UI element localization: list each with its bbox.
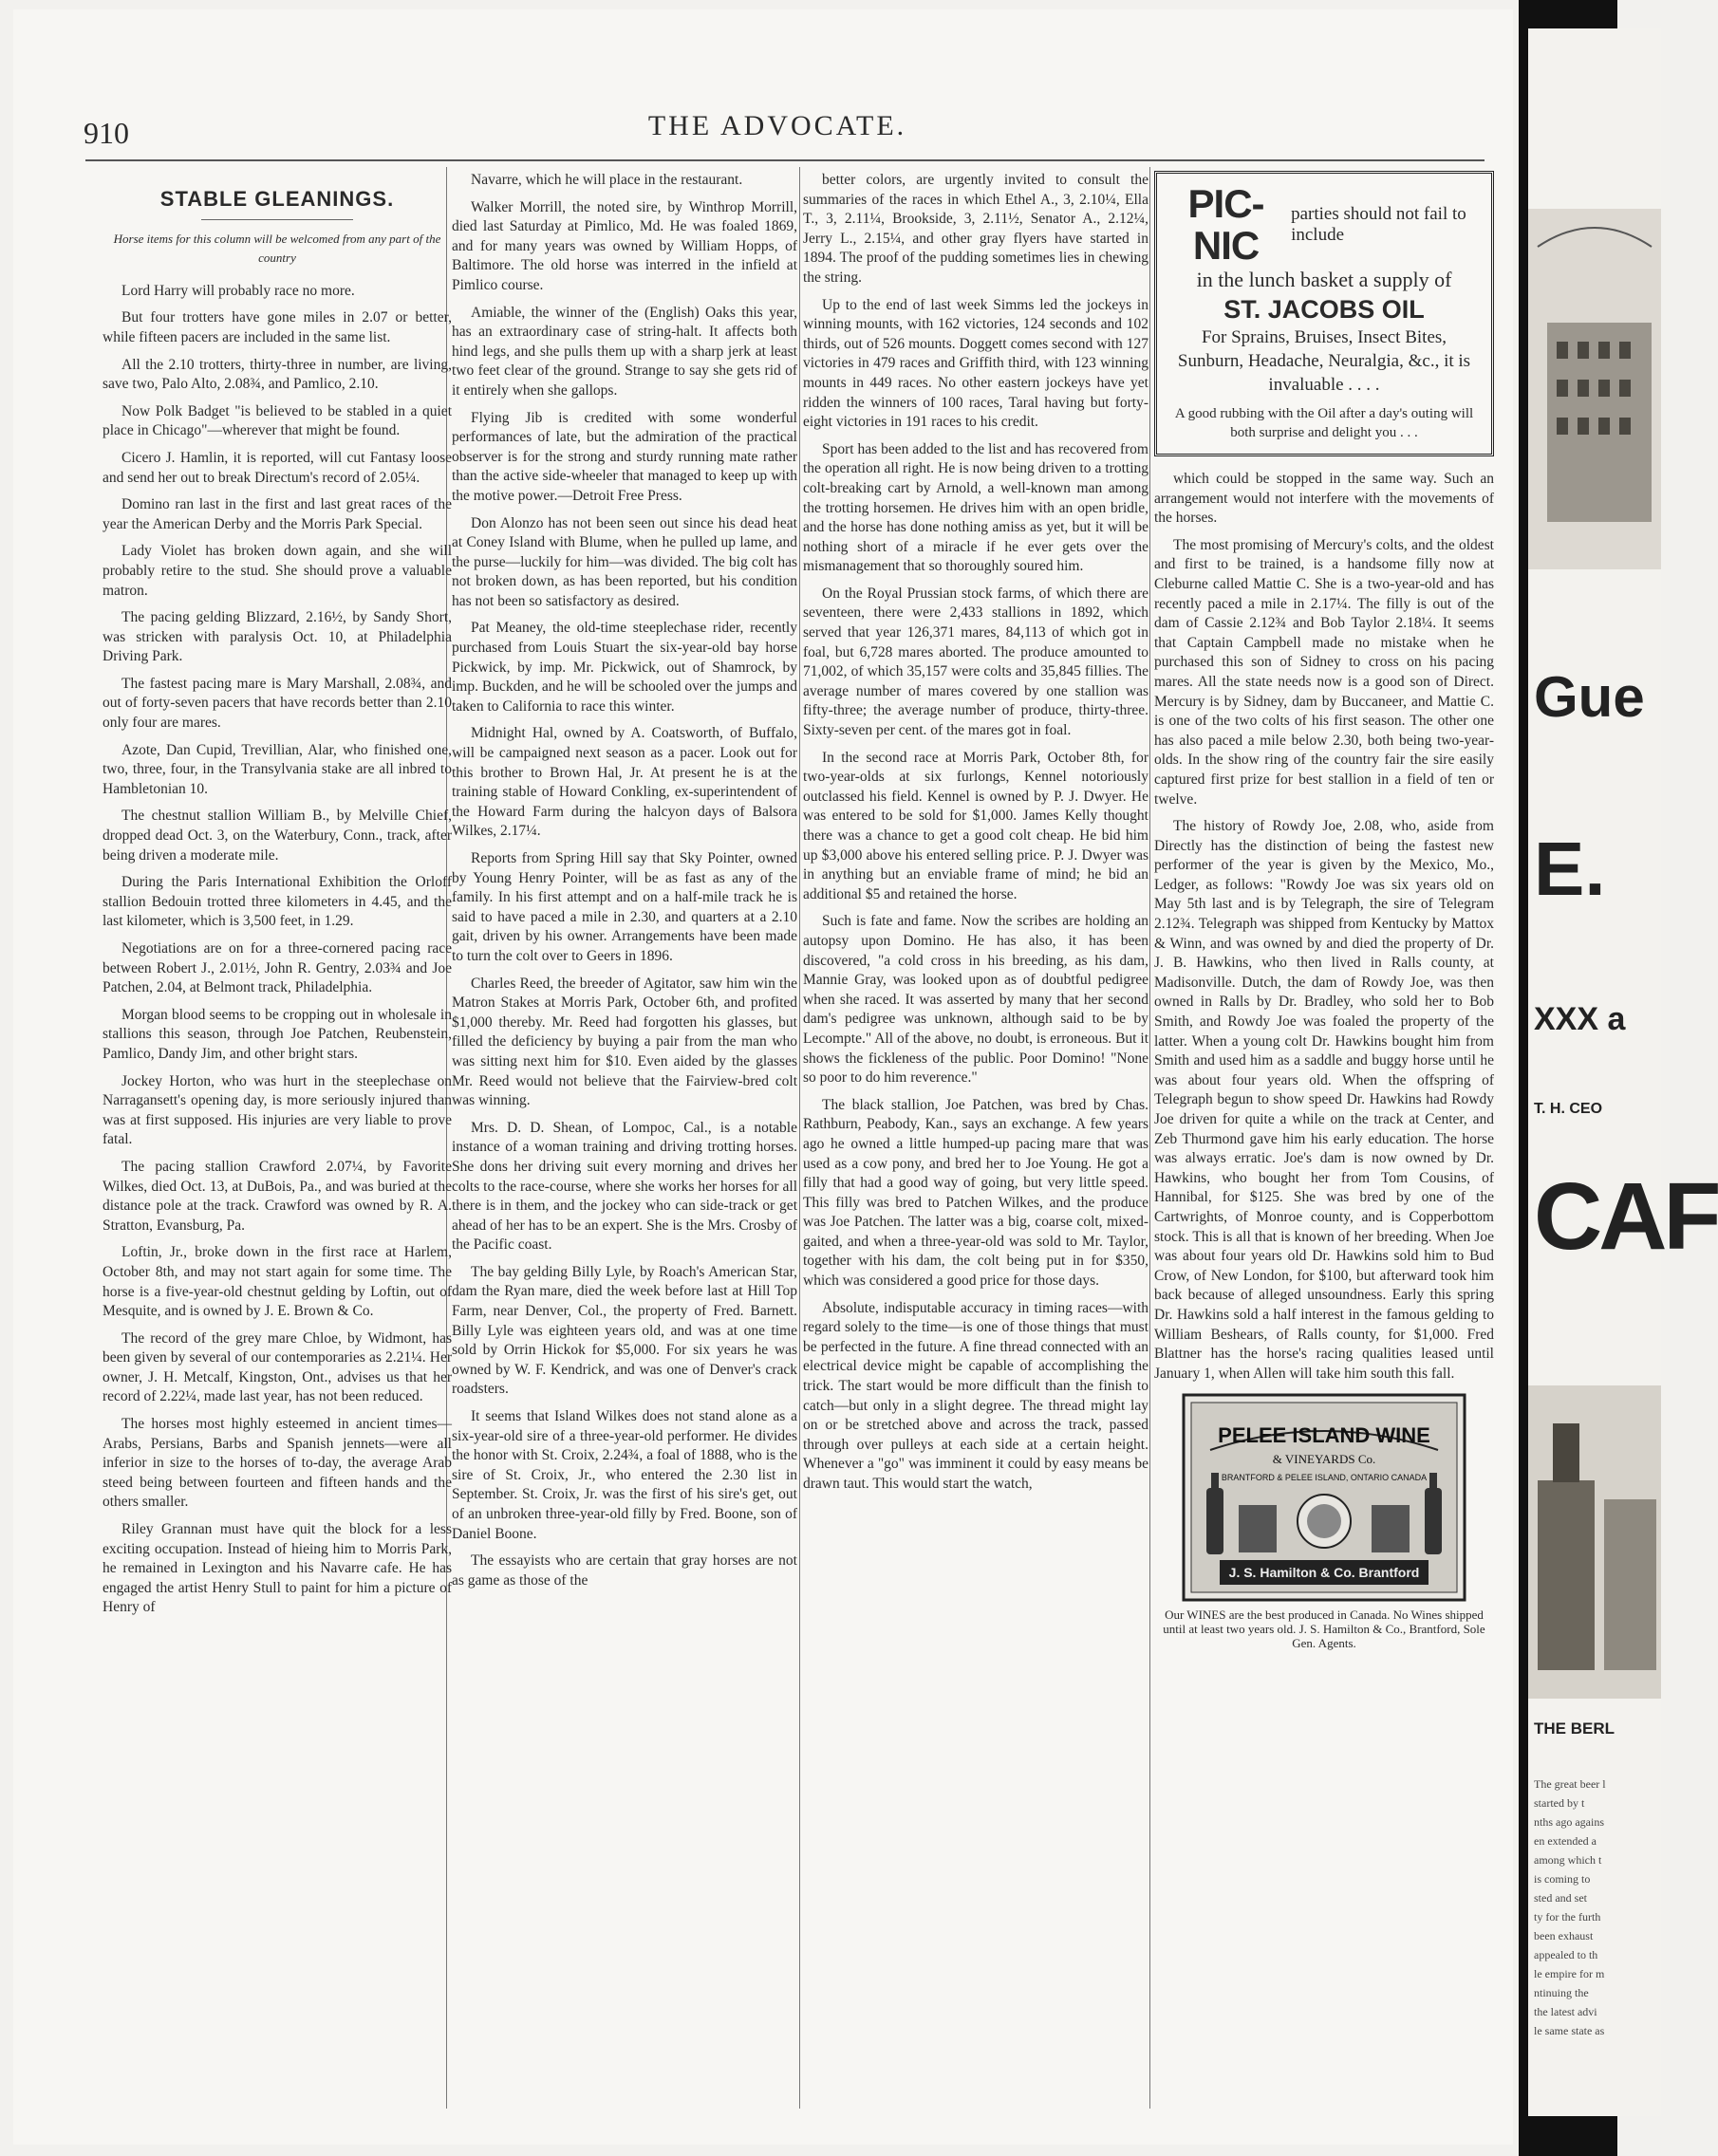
header-rule: [85, 159, 1485, 161]
article-paragraph: Lord Harry will probably race no more.: [121, 282, 355, 299]
adjacent-text-line: started by t: [1534, 1796, 1585, 1810]
column-1-paragraphs: [103, 282, 452, 1618]
adjacent-page-paper: [1528, 28, 1718, 2116]
column-1: [103, 171, 452, 2107]
article-paragraph: In the second race at Morris Park, October 8th, for two-year-olds at six furlongs, Kennel notoriously outclassed his field. Kennel is owned by P. J. Dwyer. He was entered to be sold for $1,000. James Kelly thought there was a chance to get a good colt cheap. He bid him up $3,000 above his entered selling price. P. J. Dwyer was in anything but an enviable frame of mind; he bid an additional $5 and retained the horse.: [803, 749, 1148, 902]
section-title: STABLE GLEANINGS.: [159, 187, 395, 211]
article-paragraph: Mrs. D. D. Shean, of Lompoc, Cal., is a notable instance of a woman training and driving trotting horses. She dons her driving suit every morning and drives her colts to the race-course, where she works her horses for all there is in them, and the jockey who can side-track or get ahead of her has to be an expert. She is the Mrs. Crosby of the Pacific coast.: [452, 1119, 797, 1254]
article-paragraph: Now Polk Badget "is believed to be stabled in a quiet place in Chicago"—wherever that might be found.: [103, 402, 452, 439]
building-engraving: [1528, 209, 1661, 569]
article-paragraph: better colors, are urgently invited to consult the summaries of the races in which Ethel A., 3, 2.10¼, Ella T., 3, 2.11¼, Brookside, 3, 2.11½, Senator A., 2.12¼, Jerry L., 2.15¼, and other gray flyers have started in 1894. The proof of the pudding sometimes lies in chewing the string.: [803, 172, 1148, 286]
adjacent-text-line: been exhaust: [1534, 1929, 1594, 1942]
column-3-paragraphs: [803, 171, 1148, 1495]
column-rule: [1149, 167, 1150, 2109]
wine-ad-location: BRANTFORD & PELEE ISLAND, ONTARIO CANADA: [1221, 1473, 1428, 1483]
adjacent-text-line: The great beer l: [1534, 1777, 1606, 1791]
section-note: Horse items for this column will be welcomed from any part of the country: [113, 231, 441, 266]
adjacent-text-line: ty for the furth: [1534, 1910, 1601, 1924]
article-paragraph: Flying Jib is credited with some wonderful performances of late, but the admiration of the practical observer is for the strong and sturdy running mate rather than the active side-wheeler that managed to keep up with the motive power.—Detroit Free Press.: [452, 409, 797, 504]
page-number: 910: [84, 116, 129, 150]
article-paragraph: It seems that Island Wilkes does not stand alone as a six-year-old sire of a three-year-old performer. He divides the honor with St. Croix, 2.24¾, a foal of 1888, who is the sire of St. Croix, Jr., who entered the 2.30 list in September. St. Croix, Jr. was the first of his sire's get, out of an unbroken three-year-old filly by Fred. Boone, son of Daniel Boone.: [452, 1408, 797, 1542]
article-paragraph: Domino ran last in the first and last great races of the year the American Derby and the Morris Park Special.: [103, 496, 452, 532]
wine-ad-title: PELEE ISLAND WINE: [1218, 1423, 1430, 1448]
article-paragraph: Walker Morrill, the noted sire, by Winthrop Morrill, died last Saturday at Pimlico, Md. He was foaled 1869, and for many years was owned by William Hopps, of Baltimore. The old horse was interred in the infield at Pimlico course.: [452, 198, 797, 293]
article-paragraph: The fastest pacing mare is Mary Marshall, 2.08¾, and out of forty-seven pacers that have records better than 2.10 only four are mares.: [103, 675, 452, 732]
ad-footer: A good rubbing with the Oil after a day's outing will both surprise and delight you . . .: [1174, 406, 1474, 440]
column-4: [1154, 171, 1494, 2107]
adjacent-text-line: nths ago agains: [1534, 1815, 1604, 1829]
article-paragraph: Loftin, Jr., broke down in the first race at Harlem, October 8th, and may not start again for some time. The horse is a five-year-old chestnut gelding by Loftin, out of Mesquite, and is owned by J. E. Brown & Co.: [103, 1244, 452, 1320]
article-paragraph: But four trotters have gone miles in 2.07 or better, while fifteen pacers are included in the same list.: [103, 309, 452, 345]
bottle-engraving: [1528, 1385, 1661, 1699]
ad-uses: For Sprains, Bruises, Insect Bites, Sunburn, Headache, Neuralgia, &c., it is invaluable . . . .: [1177, 327, 1471, 395]
wine-ad-caption: Our WINES are the best produced in Canada. No Wines shipped until at least two years old. J. S. Hamilton & Co., Brantford, Sole Gen. Agents.: [1163, 1608, 1485, 1651]
article-paragraph: Jockey Horton, who was hurt in the steeplechase on Narragansett's opening day, is more seriously injured than was at first supposed. His injuries are very liable to prove fatal.: [103, 1072, 452, 1148]
wine-ad-illustration: [1182, 1393, 1466, 1602]
adjacent-text-line: is coming to: [1534, 1872, 1591, 1886]
column-2-paragraphs: [452, 171, 797, 1590]
wine-ad-subtitle: & VINEYARDS Co.: [1272, 1452, 1376, 1467]
adjacent-fragment: THE BERL: [1534, 1719, 1615, 1738]
article-paragraph: Lady Violet has broken down again, and she will probably retire to the stud. She should prove a valuable matron.: [103, 543, 452, 599]
article-paragraph: The pacing gelding Blizzard, 2.16½, by Sandy Short, was stricken with paralysis Oct. 10, at Philadelphia Driving Park.: [103, 609, 452, 665]
article-paragraph: Pat Meaney, the old-time steeplechase rider, recently purchased from Louis Stuart the six-year-old bay horse Pickwick, by imp. Mr. Pickwick, out of Shamrock, by imp. Buckden, and he will be schooled over the jumps and taken to California to race this winter.: [452, 620, 797, 715]
adjacent-page: [1519, 0, 1718, 2156]
adjacent-text-line: the latest advi: [1534, 2005, 1597, 2018]
adjacent-text-line: le empire for m: [1534, 1967, 1605, 1980]
article-paragraph: Charles Reed, the breeder of Agitator, saw him win the Matron Stakes at Morris Park, October 6th, and profited $1,000 thereby. Mr. Reed had forgotten his glasses, but filled the deficiency by buying a pair from the man who was sitting next him for $10. Even aided by the glasses Mr. Reed would not believe that the Fairview-bred colt was winning.: [452, 975, 797, 1109]
article-paragraph: The pacing stallion Crawford 2.07¼, by Favorite Wilkes, died Oct. 13, at DuBois, Pa., and was buried at the distance pole at the track. Crawford was owned by R. A. Stratton, Evansburg, Pa.: [103, 1158, 452, 1234]
article-paragraph: Up to the end of last week Simms led the jockeys in winning mounts, with 162 victories, 124 seconds and 102 thirds, out of 526 mounts. Doggett comes second with 127 victories in 479 races and Griffith third, with 123 winning mounts in 449 races. No other eastern jockeys have yet ridden the winners of 100 races, Taral having but forty-eight victories in 191 races to his credit.: [803, 296, 1148, 431]
adjacent-fragment: T. H. CEO: [1534, 1101, 1603, 1117]
article-paragraph: Cicero J. Hamlin, it is reported, will cut Fantasy loose and send her out to break Directum's record of 2.05¼.: [103, 449, 452, 486]
article-paragraph: On the Royal Prussian stock farms, of which there are seventeen, there were 2,433 stallions in 1892, which served that year 126,371 mares, 84,113 of which got in foal, but 6,728 mares aborted. The produce amounted to 71,002, of which 35,157 were colts and 35,845 fillies. The average number of mares covered by one stallion was fifty-three; the average number of produce, thirty-three. Sixty-seven per cent. of the mares got in foal.: [803, 585, 1148, 739]
adjacent-fragment: Gue: [1534, 665, 1645, 729]
ad-line: in the lunch basket a supply of: [1196, 268, 1452, 291]
masthead: THE ADVOCATE.: [647, 110, 907, 141]
adjacent-page-lines: [1534, 1775, 1606, 2040]
column-2: [452, 171, 797, 2107]
article-paragraph: The most promising of Mercury's colts, and the oldest and first to be trained, is a handsome filly now at Cleburne called Mattie C. She is a two-year-old and has recently paced a mile in 2.17¼. The filly is out of the dam of Cassie 2.12¾ and Bob Taylor 2.18¼. It seems that Captain Campbell made no mistake when he purchased this son of Sidney to cross on his pacing mares. All the state needs now is a good son of Direct. Mercury is by Sidney, dam by Buccaneer, and Mattie C. is one of the two colts of his first season. The other one has also paced a mile below 2.30, both being two-year-olds. In the show ring of the country fair the sire easily captured first prize for best stallion in a field of ten or twelve.: [1154, 536, 1494, 808]
column-3: [803, 171, 1148, 2107]
article-paragraph: which could be stopped in the same way. Such an arrangement would not interfere with the movements of the horses.: [1154, 471, 1494, 527]
title-rule: [201, 219, 353, 220]
pelee-island-wine-ad: [1154, 1393, 1494, 1650]
article-paragraph: The horses most highly esteemed in ancient times—Arabs, Persians, Barbs and Spanish jennets—were all inferior in size to the horses of to-day, the average Arab steed being between fourteen and fifteen hands and the others smaller.: [103, 1416, 452, 1511]
column-rule: [799, 167, 800, 2109]
adjacent-fragment: E.: [1534, 827, 1606, 911]
article-paragraph: Morgan blood seems to be cropping out in wholesale in stallions this season, through Joe Patchen, Reubenstein, Pamlico, Dandy Jim, and other bright stars.: [103, 1006, 452, 1062]
adjacent-text-line: en extended a: [1534, 1834, 1597, 1848]
ad-headline-side: parties should not fail to include: [1291, 204, 1466, 245]
column-4-paragraphs: [1154, 470, 1494, 1384]
article-paragraph: The record of the grey mare Chloe, by Widmont, has been given by several of our contemporaries as 2.21¼. Her owner, J. H. Metcalf, Kingston, Ont., advises us that her record of 2.22¼, made last year, has not been reduced.: [103, 1329, 452, 1405]
wine-ad-agent: J. S. Hamilton & Co. Brantford: [1228, 1565, 1420, 1581]
adjacent-text-line: ntinuing the: [1534, 1986, 1589, 1999]
article-paragraph: Reports from Spring Hill say that Sky Pointer, owned by Young Henry Pointer, will be as fast as any of the family. In his first attempt and on a half-mile track he is said to have paced a mile in 2.30, and quarters at a 2.10 gait, driven by his owner. Arrangements have been made to turn the colt over to Geers in 1896.: [452, 850, 797, 964]
article-paragraph: The chestnut stallion William B., by Melville Chief, dropped dead Oct. 3, on the Waterbury, Conn., track, after being driven a moderate mile.: [103, 808, 452, 864]
article-paragraph: Navarre, which he will place in the restaurant.: [471, 172, 743, 188]
article-paragraph: During the Paris International Exhibition the Orloff stallion Bedouin trotted three kilometers in 4.45, and the last kilometer, which is 3,500 feet, in 1.29.: [103, 874, 452, 930]
article-paragraph: The black stallion, Joe Patchen, was bred by Chas. Rathburn, Peabody, Kan., says an exchange. A few years ago he owned a little humped-up pacing mare that was used as a cow pony, and bred her to Joe Young. He got a filly that had a good way of going, but very little speed. This filly was bred to Patchen Wilkes, and the produce was Joe Patchen. The latter was a big, coarse colt, mixed-gaited, and when a three-year-old was sold to Mr. Taylor, together with his dam, the colt being put in for $350, which was considered a good price for those days.: [803, 1096, 1148, 1290]
article-paragraph: All the 2.10 trotters, thirty-three in number, are living, save two, Palo Alto, 2.08¾, and Pamlico, 2.10.: [103, 356, 452, 393]
article-paragraph: Absolute, indisputable accuracy in timing races—with regard solely to the time—is one of those things that must be perfected in the future. A fine thread connected with an electrical device might be capable of accomplishing the trick. The start would be more difficult than the finish to catch—but only in a slight degree. The thread might lay on or be stretched above and across the track, passed through over pulleys at each side at a certain height. Whenever a "go" was imminent it could by easy means be drawn taut. This would start the watch,: [803, 1299, 1148, 1492]
adjacent-fragment: CAF: [1534, 1163, 1718, 1270]
ad-top-row: [1168, 183, 1480, 267]
ad-brand: ST. JACOBS OIL: [1223, 295, 1425, 324]
adjacent-text-line: appealed to th: [1534, 1948, 1598, 1961]
article-paragraph: Negotiations are on for a three-cornered pacing race between Robert J., 2.01½, John R. Gentry, 2.03¾ and Joe Patchen, 2.04, at Belmont track, Philadelphia.: [103, 940, 452, 996]
article-paragraph: Sport has been added to the list and has recovered from the operation all right. He is now being driven to a trotting colt-breaking cart by Arnold, a well-known man among the trotting horsemen. He drives him with an open bridle, and the horse has done nothing amiss as yet, but it will be nothing short of a miracle if he ever gets over the mismanagement that so thoroughly soured him.: [803, 440, 1148, 575]
article-paragraph: Don Alonzo has not been seen out since his dead heat at Coney Island with Blume, when he pulled up lame, and the purse—luckily for him—was divided. The big colt has not broken down, as has been reported, but his condition has not been so satisfactory as desired.: [452, 514, 797, 609]
ad-headline: PIC-NIC: [1187, 181, 1264, 268]
adjacent-text-line: sted and set: [1534, 1891, 1587, 1905]
article-paragraph: The essayists who are certain that gray horses are not as game as those of the: [452, 1552, 797, 1589]
article-paragraph: Such is fate and fame. Now the scribes are holding an autopsy upon Domino. He has also, it has been discovered, "a cold cross in his breeding, as his dam, Mannie Gray, was looked upon as of doubtful pedigree when she raced. It was asserted by many that her second dam's pedigree was unknown, although said to be by Lecompte." All of the above, no doubt, is erroneous. But it shows the fickleness of the public. Poor Domino! "None so poor to do him reverence.": [803, 913, 1148, 1087]
page-header: [70, 106, 1485, 154]
adjacent-text-line: le same state as: [1534, 2024, 1605, 2037]
adjacent-text-line: among which t: [1534, 1853, 1602, 1867]
article-paragraph: Midnight Hal, owned by A. Coatsworth, of Buffalo, will be campaigned next season as a pacer. Look out for this brother to Brown Hal, Jr. At present he is at the training stable of Howard Conkling, ex-superintendent of the Howard Farm during the halcyon days of Balsora Wilkes, 2.17¼.: [452, 725, 797, 840]
article-paragraph: Riley Grannan must have quit the block for a less exciting occupation. Instead of hieing him to Morris Park, he remained in Lexington and his Navarre cafe. He has engaged the artist Henry Stull to paint for him a picture of Henry of: [103, 1521, 452, 1616]
article-paragraph: The history of Rowdy Joe, 2.08, who, aside from Directly has the distinction of being the fastest new performer of the year is given by the Mexico, Mo., Ledger, as follows: "Rowdy Joe was six years old on May 5th last and is by Telegraph, the sire of Telegram 2.12¾. Telegraph was shipped from Kentucky by Mattox & Winn, and was owned by and died the property of Dr. J. B. Hawkins, who then lived in Ralls county, at Madisonville. Dutch, the dam of Rowdy Joe, was then owned in Ralls by Dr. Bradley, who sold her to Bob Smith, and Rowdy Joe was foaled the property of the latter. When a young colt Dr. Hawkins bought him from Smith and used him as a saddle and buggy horse until he was about four years old. When the offspring of Telegraph begun to show speed Dr. Hawkins had Rowdy Joe driven for quite a while on the track at Center, and Zeb Thurmond gave him his early education. The horse was always erratic. Joe's dam is now owned by Dr. Hawkins, who bought her from Tom Cousins, of Hannibal, for $125. She was bred by one of the Cartwrights, of Monroe county, and is Copperbottom stock. This is all that is known of her breeding. When Joe was about four years old Dr. Hawkins sold him to Bud Crow, of New London, for $100, but afterward took him back because of alleged unsoundness. Early this spring Dr. Hawkins sold a half interest in the famous gelding to William Beshears, of Ralls county, for $1,000. Fred Blattner has the horse's racing qualities leased until January 1, when Allen will take him south this fall.: [1154, 818, 1494, 1382]
st-jacobs-oil-ad: [1154, 171, 1494, 456]
adjacent-fragment: XXX a: [1534, 1001, 1626, 1037]
article-paragraph: The bay gelding Billy Lyle, by Roach's American Star, dam the Ryan mare, died the week before last at Hill Top Farm, near Denver, Col., the property of Fred. Barnett. Billy Lyle was eighteen years old, and was at one time sold by Orrin Hickok for $5,000. For six years he was owned by W. F. Kendrick, and was one of Denver's crack roadsters.: [452, 1263, 797, 1398]
article-paragraph: Azote, Dan Cupid, Trevillian, Alar, who finished one, two, three, four, in the Transylvania stake are all inbred to Hambletonian 10.: [103, 741, 452, 797]
article-paragraph: Amiable, the winner of the (English) Oaks this year, has an extraordinary case of string-halt. It affects both hind legs, and she pulls them up with a sharp jerk at least two feet clear of the ground. Strange to say she gets rid of it entirely when she gallops.: [452, 304, 797, 399]
